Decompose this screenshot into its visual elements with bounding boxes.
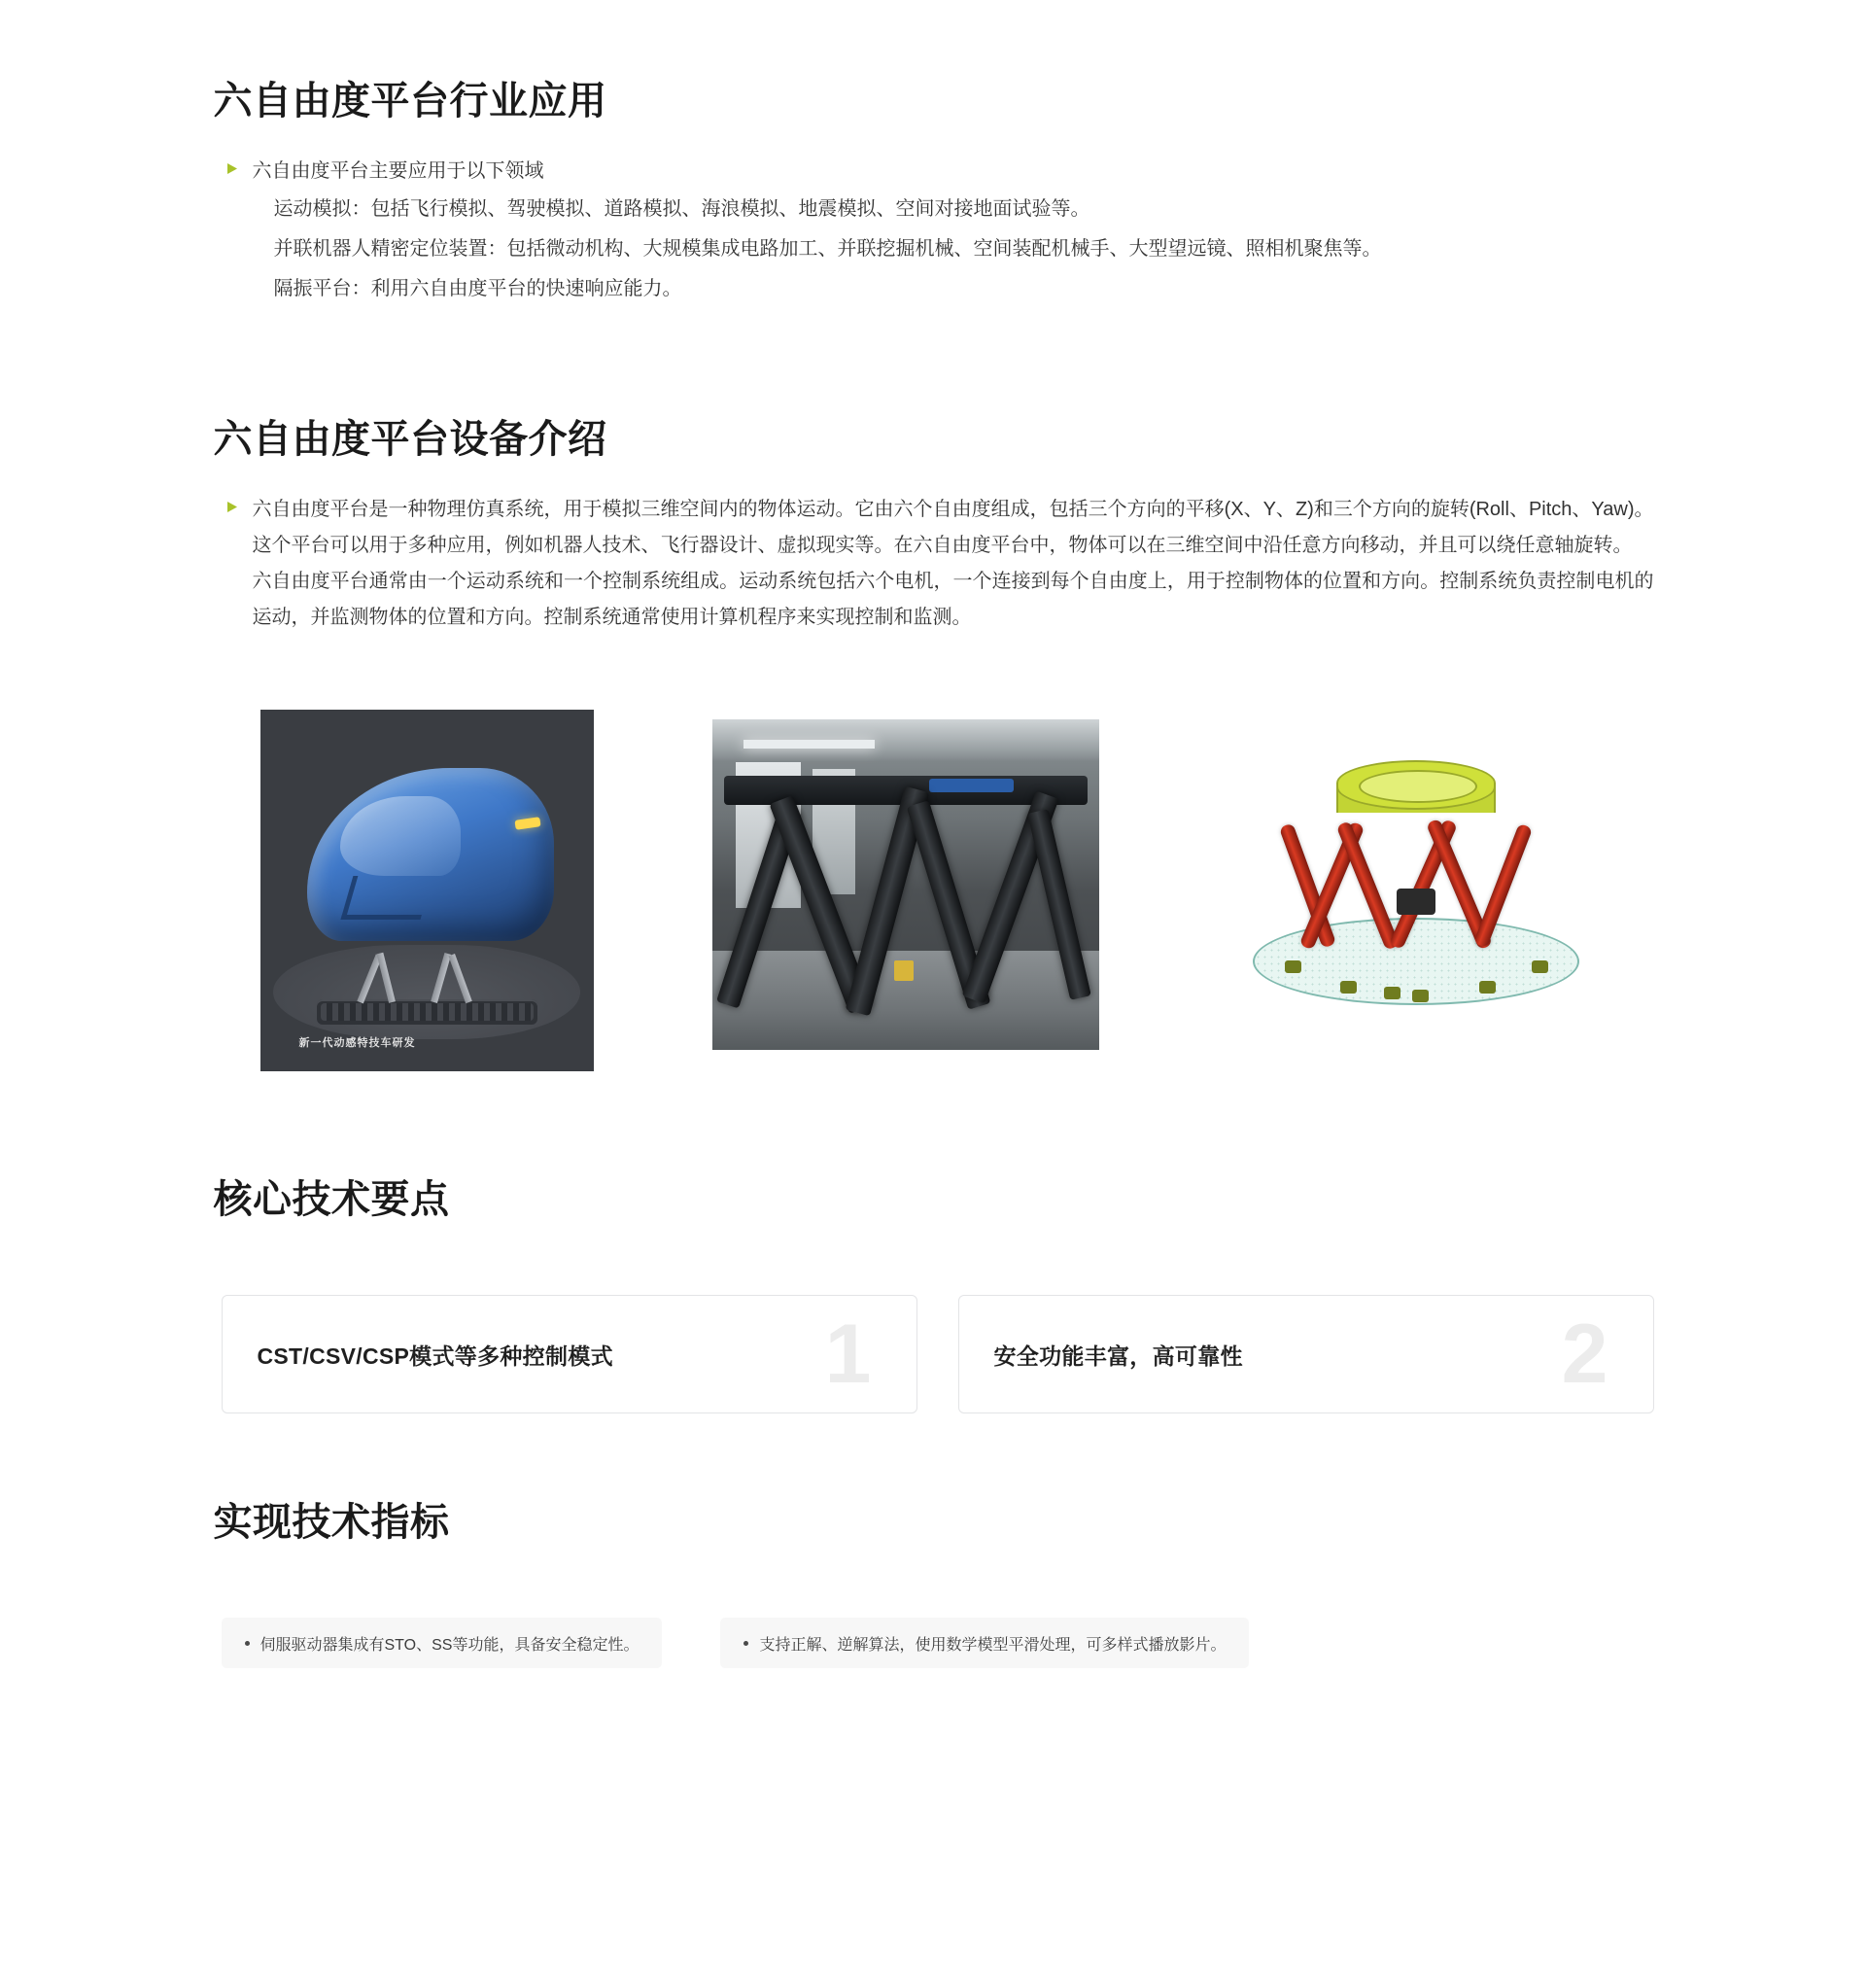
spacer [214, 1413, 1654, 1499]
page-title-industry: 六自由度平台行业应用 [213, 80, 607, 122]
spec-chip-list [214, 1618, 1654, 1668]
spec-chip [222, 1618, 663, 1668]
render-base-track [317, 999, 537, 1025]
core-tech-card[interactable] [222, 1295, 917, 1413]
driving-simulator-render [260, 710, 595, 1071]
spacer [214, 1575, 1654, 1618]
content-column [214, 78, 1654, 1668]
industry-text-body [253, 154, 1654, 311]
page-title-core-tech: 核心技术要点 [213, 1178, 450, 1221]
stewart-platform-diagram [1218, 743, 1615, 1034]
device-paragraph-0: 六自由度平台是一种物理仿真系统，用于模拟三维空间内的物体运动。它由六个自由度组成，包括三个方向的平移(X、Y、Z)和三个方向的旋转(Roll、Pitch、Yaw)。这个平台可以用于多种应用，例如机器人技术、飞行器设计、虚拟现实等。在六自由度平台中，物体可以在三维空间中沿任意方向移动，并且可以绕任意轴旋转。 [252, 499, 1654, 556]
section-industry-application [214, 78, 1654, 311]
industry-item-1: 并联机器人精密定位装置：包括微动机构、大规模集成电路加工、并联挖掘机械、空间装配机械手、大型望远镜、照相机聚焦等。 [273, 238, 1382, 260]
six-dof-platform-photo [712, 719, 1099, 1050]
page-title-device: 六自由度平台设备介绍 [213, 418, 607, 461]
industry-item-0: 运动模拟：包括飞行模拟、驾驶模拟、道路模拟、海浪模拟、地震模拟、空间对接地面试验等。 [273, 198, 1090, 220]
device-image-gallery [214, 694, 1654, 1087]
section-device-introduction [214, 416, 1654, 1087]
industry-item-2: 隔振平台：利用六自由度平台的快速响应能力。 [273, 278, 682, 299]
triangle-right-icon [222, 501, 243, 513]
core-tech-card-number: 2 [1561, 1308, 1608, 1401]
render-side-vent [340, 876, 432, 920]
industry-lead: 六自由度平台主要应用于以下领域 [252, 160, 544, 182]
core-tech-card-label: 安全功能丰富，高可靠性 [993, 1343, 1243, 1369]
spec-chip [720, 1618, 1249, 1668]
spec-chip-label: 支持正解、逆解算法，使用数学模型平滑处理，可多样式播放影片。 [759, 1636, 1227, 1654]
device-bullet-row [214, 492, 1654, 636]
core-tech-card-list [214, 1295, 1654, 1413]
render-actuator-legs [347, 952, 507, 1002]
spacer [214, 636, 1654, 694]
spacer [214, 1087, 1654, 1176]
spacer [214, 311, 1654, 416]
photo-yellow-box [894, 960, 914, 980]
core-tech-card-label: CST/CSV/CSP模式等多种控制模式 [257, 1343, 613, 1369]
triangle-right-icon [222, 162, 243, 175]
industry-bullet-row [214, 154, 1654, 311]
core-tech-card[interactable] [958, 1295, 1654, 1413]
bullet-dot-icon [245, 1641, 250, 1646]
spec-chip-label: 伺服驱动器集成有STO、SS等功能，具备安全稳定性。 [259, 1636, 640, 1654]
device-text-body [253, 492, 1654, 636]
photo-actuator-legs [712, 719, 1099, 1050]
section-technical-specs [214, 1499, 1654, 1668]
diagram-top-plate [1336, 760, 1496, 810]
image-caption: 新一代动感特技车研发 [298, 1037, 416, 1049]
spacer [214, 1252, 1654, 1295]
bullet-dot-icon [743, 1641, 748, 1646]
section-core-technology [214, 1176, 1654, 1413]
device-paragraph-1: 六自由度平台通常由一个运动系统和一个控制系统组成。运动系统包括六个电机，一个连接到每个自由度上，用于控制物体的位置和方向。控制系统负责控制电机的运动，并监测物体的位置和方向。控制系统通常使用计算机程序来实现控制和监测。 [252, 571, 1654, 628]
page-title-specs: 实现技术指标 [213, 1501, 450, 1544]
core-tech-card-number: 1 [824, 1308, 872, 1401]
